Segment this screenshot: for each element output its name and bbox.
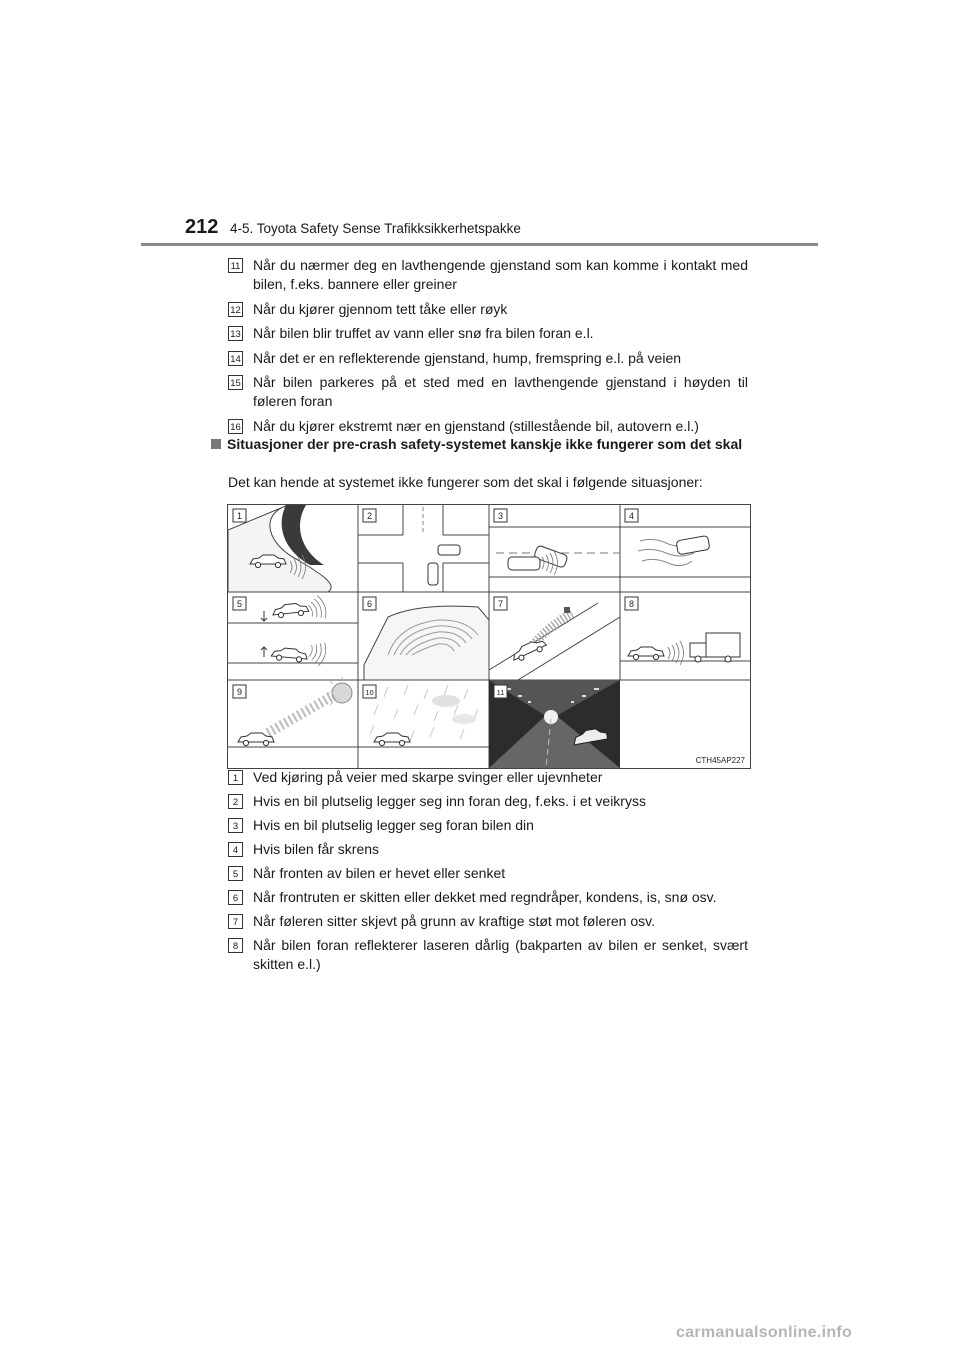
cell-badge-8	[625, 597, 638, 610]
cell-5-raised-lowered	[228, 594, 358, 666]
situation-illustration	[227, 504, 751, 769]
cell-9-sun-glare	[228, 677, 358, 747]
cell-2-intersection	[358, 505, 489, 592]
item-number-badge: 11	[228, 258, 243, 273]
svg-text:6: 6	[366, 599, 373, 609]
list-item-text: Ved kjøring på veier med skarpe svinger eller ujevnheter	[253, 769, 603, 785]
svg-text:5: 5	[236, 599, 243, 609]
subheading-text: Situasjoner der pre-crash safety-systemet kanskje ikke fungerer som det skal	[227, 436, 743, 452]
list-item	[228, 864, 748, 883]
list-item	[228, 373, 748, 411]
item-number-badge: 16	[228, 419, 243, 434]
list-item-text: Hvis bilen får skrens	[253, 841, 380, 857]
svg-text:10: 10	[365, 688, 374, 697]
cell-badge-7	[494, 597, 507, 610]
cell-7-sensor-misaligned	[489, 603, 620, 680]
list-item-text: Når du nærmer deg en lavthengende gjenstand som kan komme i kontakt med bilen, f.eks. bannere eller greiner	[253, 257, 748, 292]
cell-badge-6	[363, 597, 376, 610]
subheading	[211, 435, 751, 454]
item-number-badge: 4	[228, 842, 243, 857]
list-item	[228, 936, 748, 974]
item-number-badge: 13	[228, 326, 243, 341]
cell-4-skid	[620, 527, 750, 577]
cell-badge-2	[363, 509, 376, 522]
list-item-text: Hvis en bil plutselig legger seg inn foran deg, f.eks. i et veikryss	[253, 793, 646, 809]
list-item-text: Når det er en reflekterende gjenstand, hump, fremspring e.l. på veien	[253, 349, 682, 366]
svg-text:3: 3	[497, 511, 504, 521]
item-number-badge: 12	[228, 302, 243, 317]
list-item-text: Når fronten av bilen er hevet eller senket	[253, 865, 506, 881]
cell-badge-9	[233, 685, 246, 698]
list-item	[228, 792, 748, 811]
item-number-badge: 2	[228, 794, 243, 809]
list-item-text: Når du kjører ekstremt nær en gjenstand (stillestående bil, autovern e.l.)	[253, 417, 699, 434]
list-item-text: Når bilen parkeres på et sted med en lavthengende gjenstand i høyden til føleren foran	[253, 374, 748, 409]
list-item	[228, 840, 748, 859]
item-number-badge: 6	[228, 890, 243, 905]
item-number-badge: 5	[228, 866, 243, 881]
cell-10-rain	[358, 685, 489, 747]
cell-3-cut-in	[489, 527, 620, 577]
list-item	[228, 912, 748, 931]
item-number-badge: 15	[228, 375, 243, 390]
section-title: 4-5. Toyota Safety Sense Trafikksikkerhetspakke	[230, 221, 521, 236]
cell-badge-11	[494, 685, 507, 698]
cell-6-windshield	[364, 606, 489, 680]
list-item	[228, 768, 748, 787]
list-item	[228, 256, 748, 294]
header-rule	[141, 243, 818, 246]
list-item-text: Hvis en bil plutselig legger seg foran bilen din	[253, 817, 534, 833]
cell-badge-10	[363, 685, 376, 698]
cell-badge-5	[233, 597, 246, 610]
svg-text:9: 9	[236, 687, 243, 697]
condition-list-top	[228, 256, 748, 441]
item-number-badge: 3	[228, 818, 243, 833]
svg-text:7: 7	[497, 599, 504, 609]
intro-text: Det kan hende at systemet ikke fungerer som det skal i følgende situasjoner:	[228, 474, 703, 490]
list-item-text: Når du kjører gjennom tett tåke eller røyk	[253, 300, 508, 317]
list-item-text: Når bilen blir truffet av vann eller snø fra bilen foran e.l.	[253, 325, 594, 341]
list-item-text: Når føleren sitter skjevt på grunn av kraftige støt mot føleren osv.	[253, 913, 655, 929]
svg-text:8: 8	[628, 599, 635, 609]
figure-code: CTH45AP227	[695, 756, 745, 765]
cell-11-tunnel	[489, 680, 620, 768]
list-item	[228, 324, 748, 343]
svg-text:11: 11	[496, 688, 505, 697]
page-number: 212	[185, 216, 219, 238]
item-number-badge: 8	[228, 938, 243, 953]
watermark-link[interactable]: carmanualsonline.info	[676, 1324, 853, 1341]
svg-text:4: 4	[628, 511, 635, 521]
list-item-text: Når bilen foran reflekterer laseren dårlig (bakparten av bilen er senket, svært skitten e.l.)	[253, 937, 748, 972]
square-bullet-icon	[211, 439, 221, 449]
list-item	[228, 417, 748, 436]
cell-badge-3	[494, 509, 507, 522]
list-item	[228, 349, 748, 368]
item-number-badge: 1	[228, 770, 243, 785]
list-item	[228, 816, 748, 835]
condition-list-bottom	[228, 768, 748, 979]
svg-text:2: 2	[366, 511, 373, 521]
item-number-badge: 7	[228, 914, 243, 929]
svg-text:1: 1	[236, 511, 243, 521]
item-number-badge: 14	[228, 351, 243, 366]
cell-8-truck	[620, 633, 750, 665]
list-item	[228, 300, 748, 319]
cell-badge-1	[233, 509, 246, 522]
cell-badge-4	[625, 509, 638, 522]
list-item	[228, 888, 748, 907]
list-item-text: Når frontruten er skitten eller dekket med regndråper, kondens, is, snø osv.	[253, 889, 717, 905]
